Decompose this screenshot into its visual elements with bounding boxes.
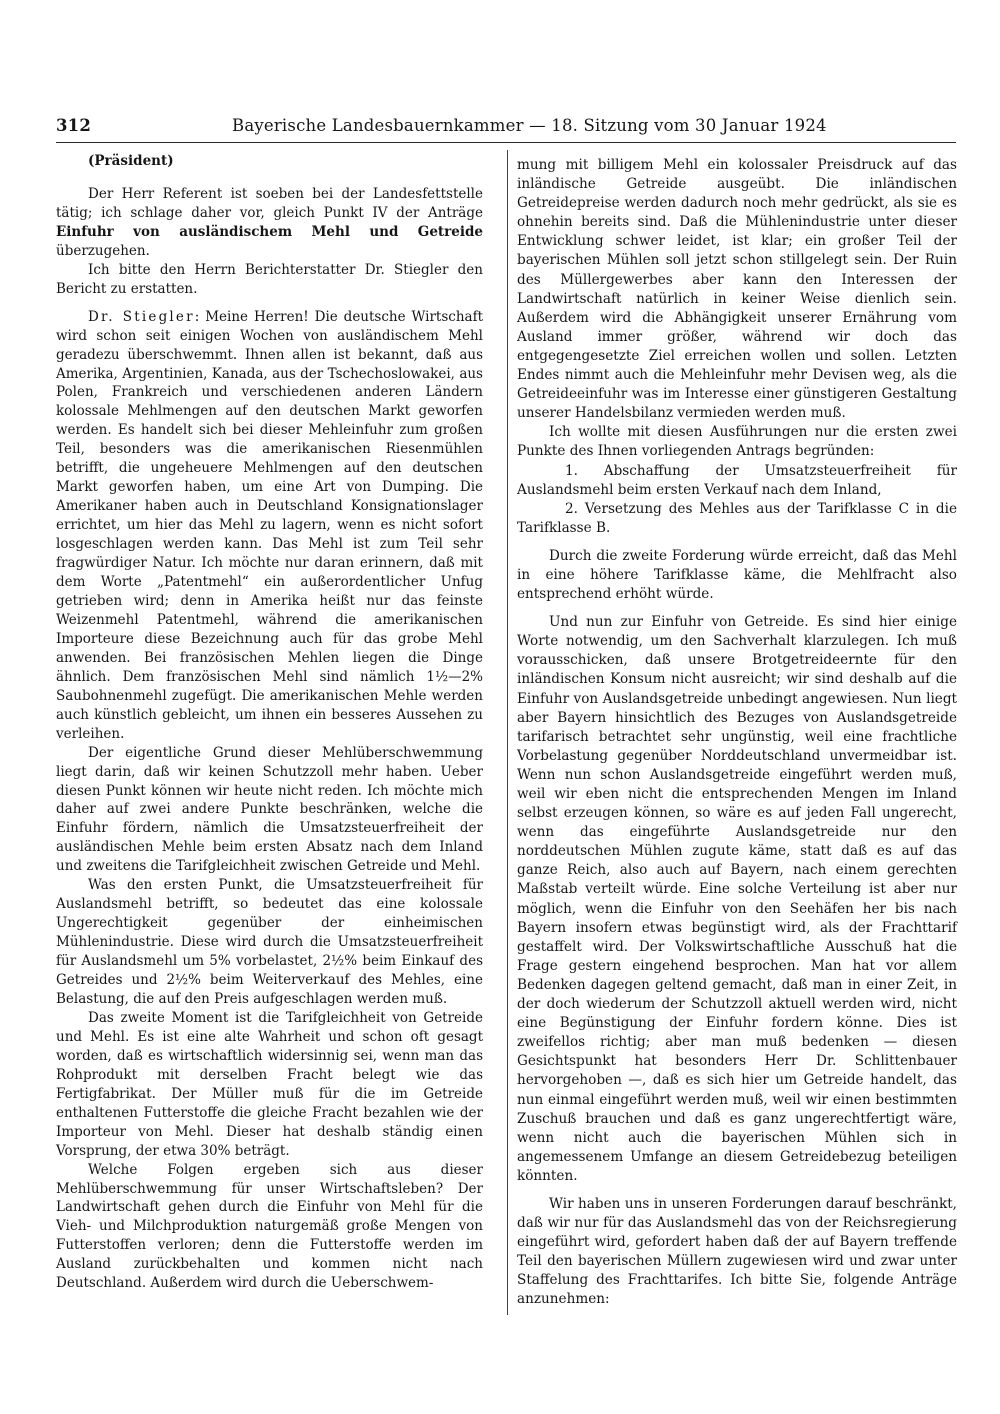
- paragraph: mung mit billigem Mehl ein kolossaler Preisdruck auf das inländische Getreide ausgeübt. Die inländischen Getreidepreise werden dadurch noch mehr gedrückt, als sie es ohnehin bereits sind. Daß die Mühlenindustrie unter dieser Entwicklung schwer leidet, ist klar; ein großer Teil der bayerischen Mühlen soll jetzt schon stillgelegt sein. Der Ruin des Müllergewerbes aber kann den Interessen der Landwirtschaft natürlich in keiner Weise dienlich sein. Außerdem wird die Abhängigkeit unserer Ernährung vom Ausland immer größer, während wir doch das entgegengesetzte Ziel erreichen wollen und sollen. Letzten Endes nimmt auch die Mehleinfuhr mehr Devisen weg, als die Getreideeinfuhr was im Interesse einer günstigeren Gestaltung unserer Handelsbilanz vermieden werden muß.: [517, 157, 957, 422]
- speaker-label: (Präsident): [88, 153, 174, 169]
- paragraph: Der Herr Referent ist soeben bei der Landesfettstelle tätig; ich schlage daher vor, gleich Punkt IV der Anträge Einfuhr von ausländischem Mehl und Getreide überzugehen.: [56, 185, 483, 259]
- list-item: 1. Abschaffung der Umsatzsteuerfreiheit für Auslandsmehl beim ersten Verkauf nach dem Inland,: [517, 462, 957, 498]
- paragraph: Ich bitte den Herrn Berichterstatter Dr. Stiegler den Bericht zu erstatten.: [56, 261, 483, 297]
- page-number: 312: [56, 116, 92, 135]
- paragraph: Das zweite Moment ist die Tarifgleichheit von Getreide und Mehl. Es ist eine alte Wahrheit und schon oft gesagt worden, daß es wirtschaftlich widersinnig sei, wenn man das Rohprodukt mit derselben Fracht belegt wie das Fertigfabrikat. Der Müller muß für die im Getreide enthaltenen Futterstoffe die gleiche Fracht bezahlen wie der Importeur von Mehl. Dieser hat deshalb ständig einen Vorsprung, der etwa 30% beträgt.: [56, 1009, 483, 1159]
- paragraph: Durch die zweite Forderung würde erreicht, daß das Mehl in eine höhere Tarifklasse käme, die Mehlfracht also entsprechend erhöht würde.: [517, 547, 957, 603]
- column-divider: [507, 150, 508, 1315]
- paragraph: Und nun zur Einfuhr von Getreide. Es sind hier einige Worte notwendig, um den Sachverhalt klarzulegen. Ich muß vorausschicken, daß unsere Brotgetreideernte für den inländischen Konsum nicht ausreicht; wir sind deshalb auf die Einfuhr von Auslandsgetreide unbedingt angewiesen. Nun liegt aber Bayern hinsichtlich des Bezuges von Auslandsgetreide tarifarisch betrachtet sehr ungünstig, weil eine frachtliche Vorbelastung gegenüber Norddeutschland unvermeidbar ist. Wenn nun schon Auslandsgetreide eingeführt werden muß, weil wir eben nicht die entsprechenden Mengen im Inland selbst erzeugen können, so wäre es auf jeden Fall ungerecht, wenn das eingeführte Auslandsgetreide nur den norddeutschen Mühlen zugute käme, statt daß es auf das ganze Reich, also auch auf Bayern, nach einem gerechten Maßstab verteilt würde. Eine solche Verteilung ist aber nur möglich, wenn die Einfuhr von den Seehäfen her bis nach Bayern insofern etwas begünstigt wird, als der Frachttarif gestaffelt wird. Der Volkswirtschaftliche Ausschuß hat die Frage gestern eingehend besprochen. Man hat vor allem Bedenken dagegen geltend gemacht, daß man in einer Zeit, in der doch wiederum der Schutzzoll aktuell werden wird, nicht eine Begünstigung der Einfuhr fordern könne. Dies ist zweifellos richtig; aber man muß bedenken — diesen Gesichtspunkt hat besonders Herr Dr. Schlittenbauer hervorgehoben —, daß es sich hier um Getreide handelt, das nun einmal eingeführt werden muß, weil wir einen bestimmten Zuschuß brauchen und daß es ganz ungerechtfertigt wäre, wenn nicht auch die bayerischen Mühlen sich in angemessenem Umfange an diesem Getreidebezug beteiligen könnten.: [517, 614, 957, 1184]
- paragraph: Ich wollte mit diesen Ausführungen nur die ersten zwei Punkte des Ihnen vorliegenden Antrags begründen:: [517, 424, 957, 460]
- motion-title: Einfuhr von ausländischem Mehl und Getreide: [56, 223, 483, 240]
- left-column: [56, 152, 483, 1293]
- list-item: 2. Versetzung des Mehles aus der Tarifklasse C in die Tarifklasse B.: [517, 500, 957, 536]
- speaker-name: Dr. Stiegler: [88, 308, 195, 325]
- paragraph: Wir haben uns in unseren Forderungen darauf beschränkt, daß wir nur für das Auslandsmehl das von der Reichsregierung eingeführt wird, gefordert haben daß der auf Bayern treffende Teil den bayerischen Müllern zugewiesen wird und zwar unter Staffelung des Frachttarifes. Ich bitte Sie, folgende Anträge anzunehmen:: [517, 1195, 957, 1308]
- header-rule: [56, 142, 956, 143]
- paragraph: Der eigentliche Grund dieser Mehlüberschwemmung liegt darin, daß wir keinen Schutzzoll mehr haben. Ueber diesen Punkt können wir heute nicht reden. Ich möchte mich daher auf zwei andere Punkte beschränken, welche die Einfuhr fördern, nämlich die Umsatzsteuerfreiheit der ausländischen Mehle beim ersten Absatz nach dem Inland und zweitens die Tarifgleichheit zwischen Getreide und Mehl.: [56, 744, 483, 875]
- paragraph: Was den ersten Punkt, die Umsatzsteuerfreiheit für Auslandsmehl betrifft, so bedeutet das eine kolossale Ungerechtigkeit gegenüber der einheimischen Mühlenindustrie. Diese wird durch die Umsatzsteuerfreiheit für Auslandsmehl um 5% vorbelastet, 2½% beim Einkauf des Getreides und 2½% beim Weiterverkauf des Mehles, eine Belastung, die auf den Preis aufgeschlagen werden muß.: [56, 877, 483, 1007]
- running-title: Bayerische Landesbauernkammer — 18. Sitzung vom 30 Januar 1924: [232, 116, 827, 135]
- paragraph: Welche Folgen ergeben sich aus dieser Mehlüberschwemmung für unser Wirtschaftsleben? Der Landwirtschaft gehen durch die Einfuhr von Mehl für die Vieh- und Milchproduktion naturgemäß große Mengen von Futterstoffen verloren; denn die Futterstoffe werden im Ausland zurückbehalten und kommen nicht nach Deutschland. Außerdem wird durch die Ueberschwem-: [56, 1161, 483, 1292]
- right-column: [517, 156, 957, 1310]
- page-header: [56, 116, 956, 140]
- paragraph: Dr. Stiegler: Meine Herren! Die deutsche Wirtschaft wird schon seit einigen Wochen von ausländischem Mehl geradezu überschwemmt. Ihnen allen ist bekannt, daß aus Amerika, Argentinien, Kanada, aus der Tschechoslowakei, aus Polen, Frankreich und verschiedenen anderen Ländern kolossale Mehlmengen auf den deutschen Markt geworfen werden. Es handelt sich bei dieser Mehleinfuhr zum großen Teil, besonders was die amerikanischen Riesenmühlen betrifft, die ungeheuere Mehlmengen auf den deutschen Markt geworfen haben, um eine Art von Dumping. Die Amerikaner haben auch in Deutschland Konsignationslager errichtet, um hier das Mehl zu lagern, wenn es nicht sofort losgeschlagen werden kann. Das Mehl ist zum Teil sehr fragwürdiger Natur. Ich möchte nur daran erinnern, daß mit dem Worte „Patentmehl“ ein außerordentlicher Unfug getrieben wird; denn in Amerika heißt nur das feinste Weizenmehl Patentmehl, während die amerikanischen Importeure diese Bezeichnung auch für das grobe Mehl anwenden. Bei französischen Mehlen liegen die Dinge ähnlich. Dem französischen Mehl sind nämlich 1½—2% Saubohnenmehl zugefügt. Die amerikanischen Mehle werden auch künstlich gebleicht, um ihnen ein besseres Aussehen zu verleihen.: [56, 308, 483, 742]
